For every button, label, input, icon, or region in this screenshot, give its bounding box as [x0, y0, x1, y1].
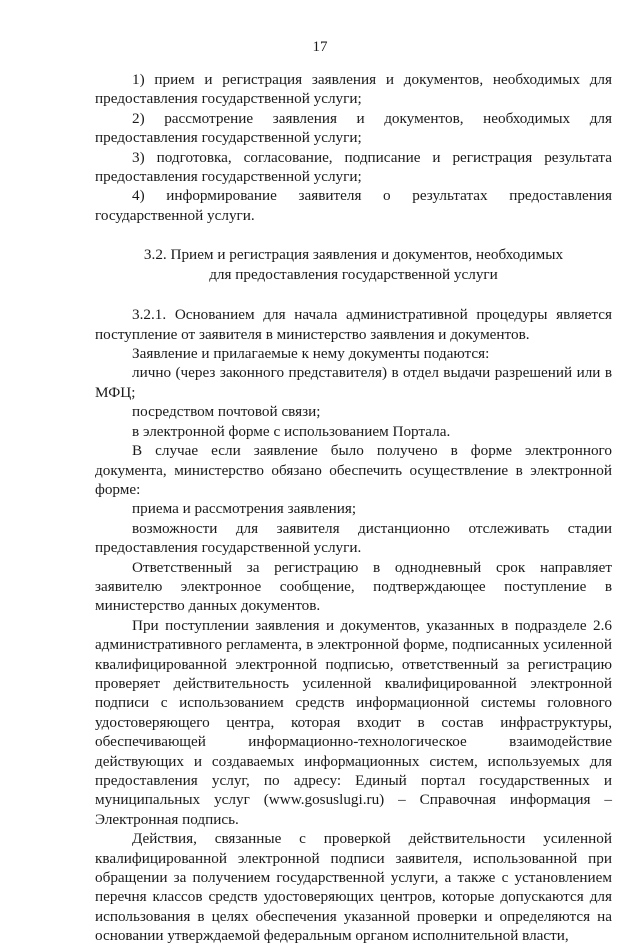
list-item: 1) прием и регистрация заявления и документов, необходимых для предоставления государственной услуги;	[95, 71, 612, 108]
paragraph: посредством почтовой связи;	[132, 403, 321, 421]
list-item: 3) подготовка, согласование, подписание и регистрация результата предоставления государственной услуги;	[95, 148, 612, 186]
paragraph: При поступлении заявления и документов, указанных в подразделе 2.6 административного регламента, в электронной форме, подписанных усиленной квалифицированной электронной подписью, ответственный за регистрацию проверяет действительность усиленной квалифицированной электронной подписи с использованием средств информационной системы головного удостоверяющего центра, которая входит в состав инфраструктуры, обеспечивающей информационно-технологическое взаимодействие действующих и создаваемых информационных систем, используемых для предоставления услуг, по адресу: Единый портал государственных и муниципальных услуг (www.gosuslugi.ru) – Справочная информация – Электронная подпись.	[95, 616, 612, 828]
page-number: 17	[312, 39, 328, 55]
paragraph: Заявление и прилагаемые к нему документы подаются:	[132, 345, 490, 363]
paragraph: 3.2.1. Основанием для начала административной процедуры является поступление от заявителя в министерство заявления и документов.	[95, 306, 612, 343]
paragraph: приема и рассмотрения заявления;	[132, 500, 357, 518]
paragraph: Действия, связанные с проверкой действительности усиленной квалифицированной электронной подписи заявителя, использованной при обращении за получением государственной услуги, а также с установлением перечня классов средств удостоверяющих центров, которые допускаются для использования в целях обеспечения указанной проверки и определяются на основании утверждаемой федеральным органом исполнительной власти,	[95, 830, 612, 945]
paragraph: В случае если заявление было получено в форме электронного документа, министерство обязано обеспечить осуществление в электронной форме:	[95, 442, 612, 498]
paragraph: возможности для заявителя дистанционно отслеживать стадии предоставления государственной услуги.	[95, 519, 612, 557]
section-heading: 3.2. Прием и регистрация заявления и документов, необходимых	[143, 246, 564, 264]
paragraph: в электронной форме с использованием Портала.	[132, 422, 451, 440]
list-item: 2) рассмотрение заявления и документов, необходимых для предоставления государственной услуги;	[95, 109, 612, 147]
paragraph: Ответственный за регистрацию в однодневный срок направляет заявителю электронное сообщение, подтверждающее поступление в министерство данных документов.	[95, 558, 612, 615]
section-heading-line2: для предоставления государственной услуги	[209, 266, 498, 284]
document-body	[95, 70, 612, 946]
paragraph: лично (через законного представителя) в отдел выдачи разрешений или в МФЦ;	[95, 364, 612, 401]
list-item: 4) информирование заявителя о результатах предоставления государственной услуги.	[95, 187, 612, 224]
